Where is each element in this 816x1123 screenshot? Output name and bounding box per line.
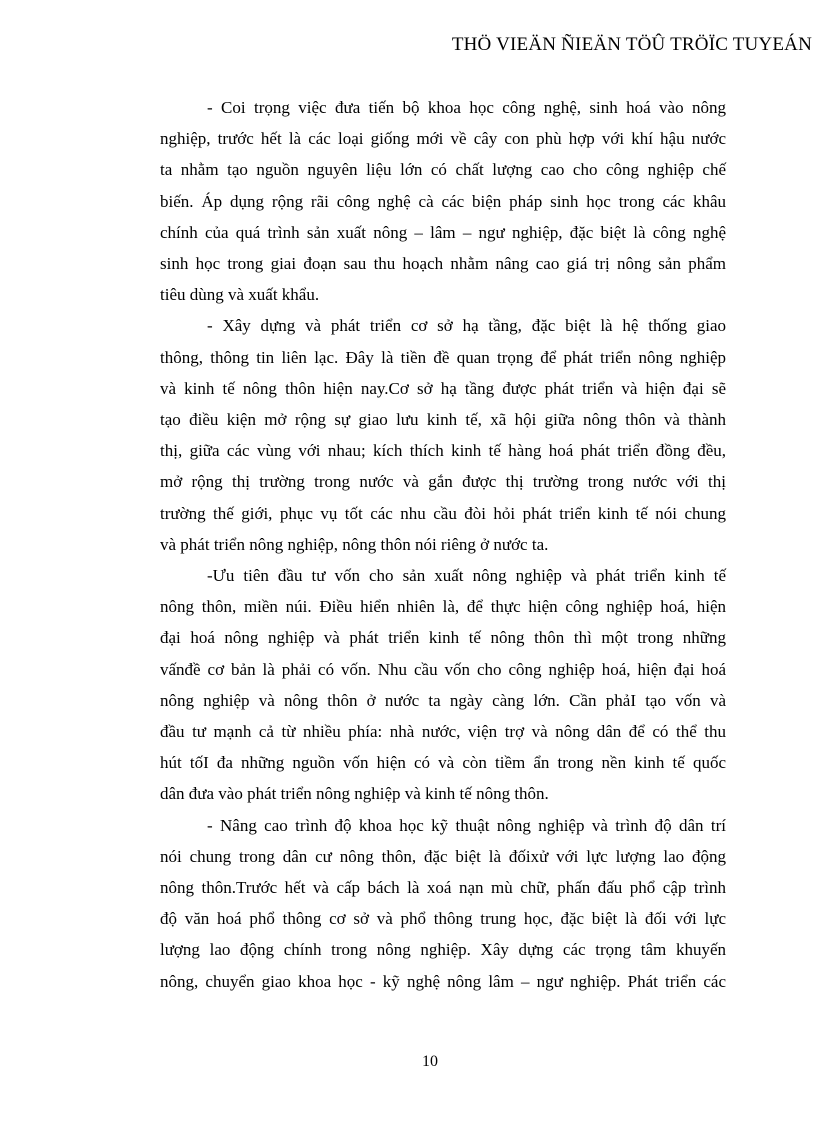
paragraph-line: nông, chuyển giao khoa học - kỹ nghệ nông lâm – ngư nghiệp. Phát triển các [160, 971, 726, 991]
paragraph-line: - Xây dựng và phát triển cơ sở hạ tầng, đặc biệt là hệ thống giao [207, 316, 726, 336]
running-header: THÖ VIEÄN ÑIEÄN TÖÛ TRÖÏC TUYEÁN [451, 34, 812, 55]
paragraph-line: nghiệp, trước hết là các loại giống mới về cây con phù hợp với khí hậu nước [160, 129, 726, 149]
paragraph-line: nói chung trong dân cư nông thôn, đặc biệt là đốixử với lực lượng lao động [160, 846, 726, 866]
paragraph-line: - Coi trọng việc đưa tiến bộ khoa học công nghệ, sinh hoá vào nông [207, 98, 726, 117]
paragraph-line: lượng lao động chính trong nông nghiệp. Xây dựng các trọng tâm khuyến [160, 940, 726, 960]
paragraph-line: - Nâng cao trình độ khoa học kỹ thuật nông nghiệp và trình độ dân trí [207, 815, 726, 835]
paragraph-line: hút tốI đa những nguồn vốn hiện có và còn tiềm ẩn trong nền kinh tế quốc [160, 753, 726, 773]
paragraph-line: đại hoá nông nghiệp và phát triển kinh tế nông thôn thì một trong những [160, 628, 726, 648]
paragraph-line: thị, giữa các vùng với nhau; kích thích kinh tế hàng hoá phát triển đồng đều, [160, 441, 726, 461]
paragraph-line: và phát triển nông nghiệp, nông thôn nói riêng ở nước ta. [160, 534, 549, 554]
paragraph-line: nông thôn, miền núi. Điều hiển nhiên là, để thực hiện công nghiệp hoá, hiện [160, 597, 726, 617]
paragraph-line: mở rộng thị trường trong nước và gắn được thị trường trong nước với thị [160, 472, 726, 492]
paragraph-line: sinh học trong giai đoạn sau thu hoạch nhằm nâng cao giá trị nông sản phẩm [160, 254, 726, 274]
paragraph-line: ta nhằm tạo nguồn nguyên liệu lớn có chất lượng cao cho công nghiệp chế [160, 160, 726, 180]
paragraph-line: -Ưu tiên đầu tư vốn cho sản xuất nông nghiệp và phát triển kinh tế [207, 566, 726, 586]
paragraph-line: nông nghiệp và nông thôn ở nước ta ngày càng lớn. Cần phảI tạo vốn và [160, 690, 726, 710]
paragraph-line: trường thế giới, phục vụ tốt các nhu cầu đòi hỏi phát triển kinh tế nói chung [160, 503, 726, 523]
paragraph-line: tạo điều kiện mở rộng sự giao lưu kinh tế, xã hội giữa nông thôn và thành [160, 410, 726, 430]
body-paragraph [160, 560, 726, 810]
paragraph-line: đầu tư mạnh cả từ nhiều phía: nhà nước, viện trợ và nông dân để có thể thu [160, 722, 726, 742]
body-paragraph [160, 310, 726, 560]
paragraph-line: và kinh tế nông thôn hiện nay.Cơ sở hạ tầng được phát triển và hiện đại sẽ [160, 378, 726, 398]
page-number: 10 [422, 1053, 438, 1070]
paragraph-line: dân đưa vào phát triển nông nghiệp và kinh tế nông thôn. [160, 784, 549, 804]
paragraph-line: vấnđề cơ bản là phải có vốn. Nhu cầu vốn cho công nghiệp hoá, hiện đại hoá [160, 659, 726, 679]
paragraph-line: tiêu dùng và xuất khẩu. [160, 285, 320, 305]
body-paragraph [160, 810, 726, 997]
body-paragraph [160, 92, 726, 310]
paragraph-line: biến. Áp dụng rộng rãi công nghệ cà các biện pháp sinh học trong các khâu [160, 191, 726, 211]
paragraph-line: độ văn hoá phổ thông cơ sở và phổ thông trung học, đặc biệt là đối với lực [160, 909, 726, 929]
paragraph-line: thông, thông tin liên lạc. Đây là tiền đề quan trọng để phát triển nông nghiệp [160, 347, 726, 367]
paragraph-line: nông thôn.Trước hết và cấp bách là xoá nạn mù chữ, phấn đấu phổ cập trình [160, 878, 726, 898]
document-body [160, 92, 726, 997]
paragraph-line: chính của quá trình sản xuất nông – lâm – ngư nghiệp, đặc biệt là công nghệ [160, 222, 726, 242]
